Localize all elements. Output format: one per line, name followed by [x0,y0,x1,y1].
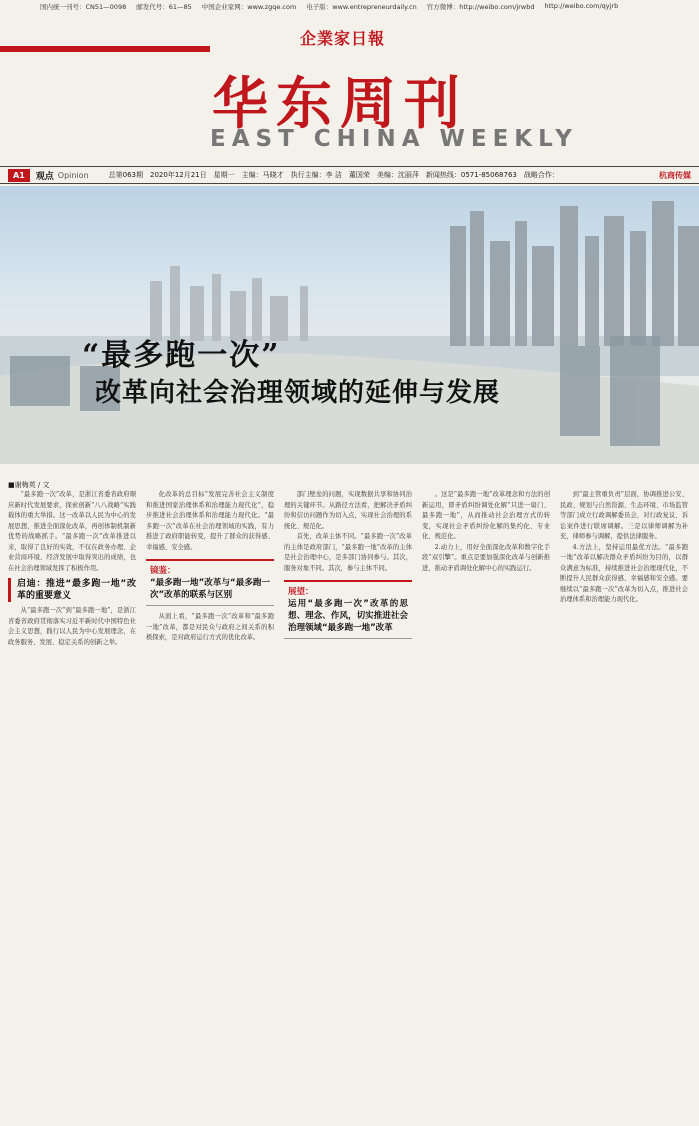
pull-quote-2 [284,580,412,639]
paragraph: 从“最多跑一次”到“最多跑一地”，是浙江省委省政府贯彻落实习近平新时代中国特色社会主义思想，践行以人民为中心发展理念，在政务服务、发展、稳定关系的创新之举。 [8,607,136,646]
issue-info-bar [0,166,699,184]
article-body [8,480,692,1120]
article-column-3 [284,490,412,1120]
art-editor: 美编：沈丽萍 [376,171,419,179]
article-column-4 [422,490,550,1120]
masthead-title: 华东周刊 [212,72,468,137]
site-link[interactable]: 中国企业家网：www.zgqe.com [201,2,297,11]
wx-link[interactable]: http://weibo.com/qyjrb [544,2,619,10]
headline-main: “最多跑一次” [82,338,281,373]
hero-photo [0,186,699,464]
subheading-1: 启迪：推进“最多跑一地”改革的重要意义 [8,578,136,602]
director: 董国荣 [348,171,370,179]
headline-sub: 改革向社会治理领域的延伸与发展 [95,378,501,408]
issn-text: 国内统一刊号：CN51—0098 [40,2,127,11]
partner-logo: 杭商传媒 [659,170,691,180]
paragraph: 从面上看，“最多跑一次”改革和“最多跑一地”改革，都是对民众与政府之间关系的积极探索，是对政府运行方式的优化改革。 [146,613,274,641]
byline: ■谢梅英 / 文 [8,481,50,489]
paragraph: 2.动力上，用好全面深化改革和数字化手段“双引擎”。重点是要加强深化改革与创新推进，推动矛盾调处化解中心的实践运行。 [422,543,550,572]
issue-weekday: 星期一 [213,171,235,179]
paragraph: 部门壁垒的问题，实现数据共享和协同治理的关键环节。从路径方法看，把解决矛盾纠纷和信访问题作为切入点，实现社会治理的系统化、规范化。 [284,491,412,530]
paragraph: 到“最主管重负责”层面，协调推进公安、民政、规划与自然资源、生态环境、市场监管等部门成立行政调解委员会，对行政复议、诉讼案件进行联席调解。三是以律师调解为补充，律师参与调解，提供法律服务。 [560,491,688,540]
page-badge: A1 [8,169,30,182]
city-skyline-image [0,186,699,464]
paragraph: 4.方法上，坚持运用最优方法。“最多跑一地”改革以解决群众矛盾纠纷为目的，以群众满意为标准，持续推进社会治理现代化，不断提升人民群众获得感、幸福感和安全感。要继续以“最多跑一次”改革为切入点，推进社会治理体系和治理能力现代化。 [560,543,688,603]
partner-label: 战略合作： [523,171,559,179]
section-name: 观点 [35,171,54,182]
paragraph: 。这是“最多跑一地”改革理念和方法的创新运用，即矛盾纠纷调处化解“只进一扇门、最多跑一地”，从而推动社会治理方式的转变，实现社会矛盾纠纷化解的集约化、专业化、规范化。 [422,491,550,540]
e-edition-link[interactable]: 电子版：www.entrepreneurdaily.cn [306,2,417,11]
pull-quote-tag: 镜鉴： [150,566,176,576]
top-info-bar [0,0,699,12]
article-column-1 [8,490,136,1120]
section-name-en: Opinion [57,170,89,180]
news-hotline: 新闻热线：0571-85068763 [425,171,517,179]
paragraph: 化改革的总目标“发展完善社会主义制度和推进国家治理体系和治理能力现代化”，稳步推进社会治理体系和治理能力现代化。“最多跑一次”改革在社会治理领域的实践，有力推进了政府职能转变，提升了群众的获得感、幸福感、安全感。 [146,491,274,551]
pull-quote-text: “最多跑一地”改革与“最多跑一次”改革的联系与区别 [150,578,270,600]
article-column-5 [560,490,688,1120]
paper-name: 企業家日報 [300,29,386,48]
paragraph: “最多跑一次”改革，是浙江省委省政府顺应新时代发展要求，探索创新“八八战略”实践载体的重大举措。这一改革以人民为中心的发展思想，推进全面深化改革，再创体制机制新优势的战略抓手。“最多跑一次”改革推进以来，取得了良好的实效，不仅在政务办理、企业营商环境、经济发展中取得突出的成绩，也在社会治理领域发挥了积极作用。 [8,491,136,572]
masthead [0,12,699,162]
pull-quote-1 [146,559,274,606]
pull-quote-text: 运用“最多跑一次”改革的思想、理念、作风，切实推进社会治理领域“最多跑一地”改革 [288,599,408,633]
postal-code-text: 邮发代号：61—85 [136,2,192,11]
masthead-title-en: EAST CHINA WEEKLY [210,126,578,152]
issue-number: 总第063期 [108,171,144,179]
weibo-link[interactable]: 官方微博：http://weibo.com/jrwbd [426,2,535,11]
article-column-2 [146,490,274,1120]
pull-quote-tag: 展望： [288,587,314,597]
masthead-red-band [0,46,210,52]
paragraph: 首先，改革主体不同。“最多跑一次”改革的主体是政府部门，“最多跑一地”改革的主体是社会治理中心，是多部门协同参与。其次，服务对象不同。其次，参与主体不同。 [284,533,412,572]
issue-meta [109,170,559,180]
issue-date: 2020年12月21日 [150,171,207,179]
exec-editor: 执行主编：李 洁 [290,171,342,179]
chief-editor: 主编：马晓才 [241,171,284,179]
